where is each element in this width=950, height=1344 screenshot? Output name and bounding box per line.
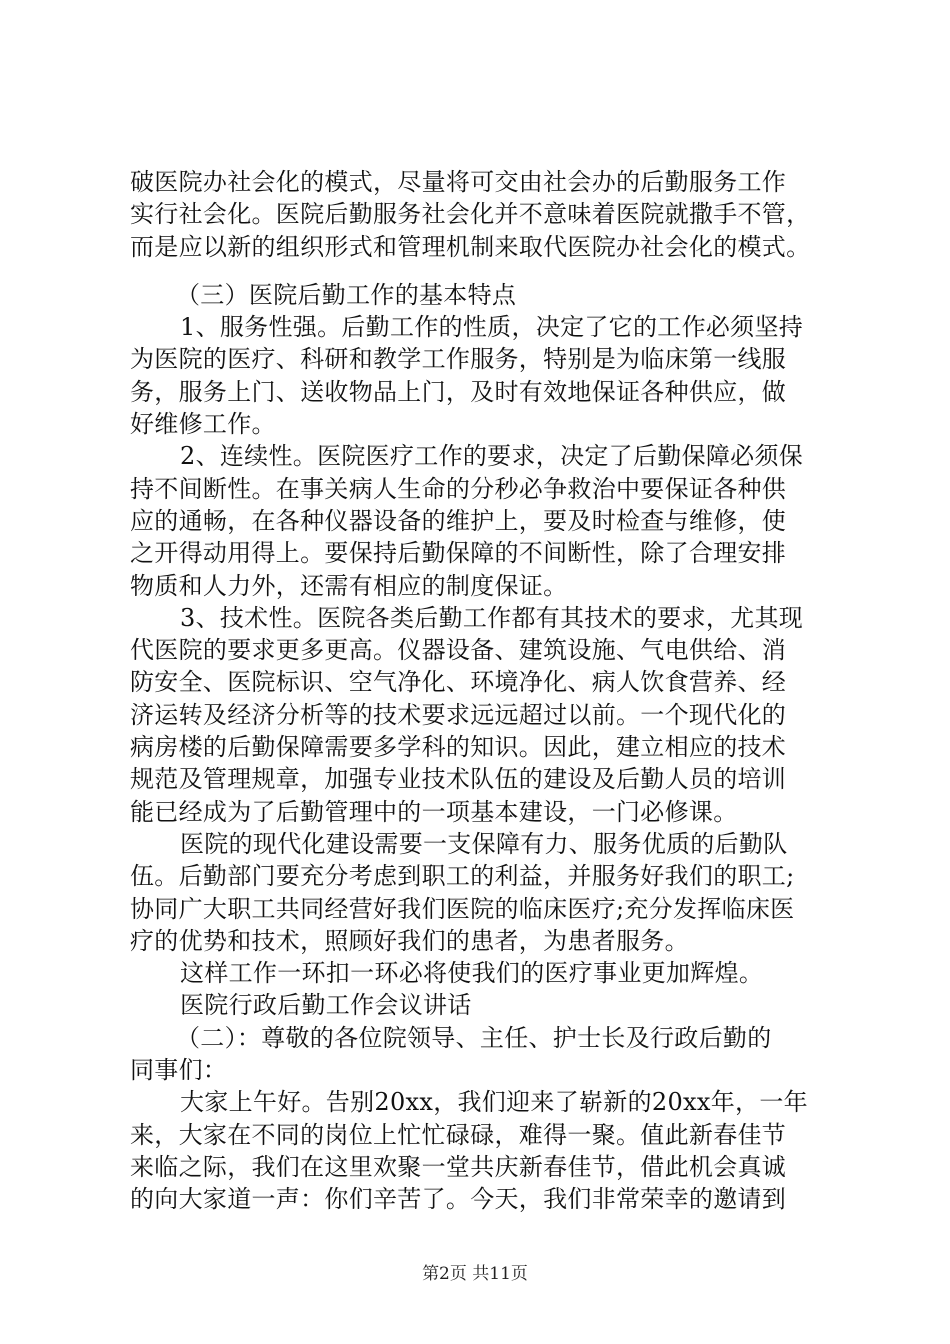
text-line: 医院的现代化建设需要一支保障有力、服务优质的后勤队 (180, 829, 788, 858)
text-line: 的向大家道一声：你们辛苦了。今天，我们非常荣幸的邀请到 (130, 1185, 787, 1214)
text-line: 伍。后勤部门要充分考虑到职工的利益，并服务好我们的职工; (130, 862, 795, 891)
text-line: 协同广大职工共同经营好我们医院的临床医疗;充分发挥临床医 (130, 894, 795, 923)
text-line: 这样工作一环扣一环必将使我们的医疗事业更加辉煌。 (180, 959, 764, 988)
text-line: 代医院的要求更多更高。仪器设备、建筑设施、气电供给、消 (130, 636, 787, 665)
text-line: 1、服务性强。后勤工作的性质，决定了它的工作必须坚持 (180, 313, 804, 342)
text-line: 病房楼的后勤保障需要多学科的知识。因此，建立相应的技术 (130, 733, 787, 762)
text-line: 医院行政后勤工作会议讲话 (180, 991, 472, 1020)
paragraph-gap (130, 263, 850, 279)
text-line: （二）：尊敬的各位院领导、主任、护士长及行政后勤的 (176, 1023, 772, 1052)
text-line: 3、技术性。医院各类后勤工作都有其技术的要求，尤其现 (180, 603, 804, 632)
text-line: 来临之际，我们在这里欢聚一堂共庆新春佳节，借此机会真诚 (130, 1152, 787, 1181)
text-line: 能已经成为了后勤管理中的一项基本建设，一门必修课。 (130, 797, 738, 826)
text-line: 2、连续性。医院医疗工作的要求，决定了后勤保障必须保 (180, 442, 804, 471)
text-line: 规范及管理规章，加强专业技术队伍的建设及后勤人员的培训 (130, 765, 787, 794)
text-line: 而是应以新的组织形式和管理机制来取代医院办社会化的模式。 (130, 232, 811, 261)
text-line: 来，大家在不同的岗位上忙忙碌碌，难得一聚。值此新春佳节 (130, 1120, 787, 1149)
text-line: 实行社会化。医院后勤服务社会化并不意味着医院就撒手不管， (130, 200, 811, 229)
section-heading: （三）医院后勤工作的基本特点 (176, 280, 517, 309)
text-line: 济运转及经济分析等的技术要求远远超过以前。一个现代化的 (130, 700, 787, 729)
text-line: 持不间断性。在事关病人生命的分秒必争救治中要保证各种供 (130, 474, 787, 503)
page-footer: 第2页 共11页 (422, 1264, 528, 1284)
text-line: 好维修工作。 (130, 410, 276, 439)
text-line: 务，服务上门、送收物品上门，及时有效地保证各种供应，做 (130, 377, 787, 406)
text-line: 应的通畅，在各种仪器设备的维护上，要及时检查与维修，使 (130, 506, 787, 535)
text-line: 防安全、医院标识、空气净化、环境净化、病人饮食营养、经 (130, 668, 787, 697)
text-line: 物质和人力外，还需有相应的制度保证。 (130, 571, 568, 600)
document-body (130, 166, 850, 1216)
text-line: 为医院的医疗、科研和教学工作服务，特别是为临床第一线服 (130, 345, 787, 374)
text-line: 疗的优势和技术，照顾好我们的患者，为患者服务。 (130, 926, 689, 955)
text-line: 之开得动用得上。要保持后勤保障的不间断性，除了合理安排 (130, 539, 787, 568)
text-line: 破医院办社会化的模式，尽量将可交由社会办的后勤服务工作 (130, 168, 787, 196)
text-line: 大家上午好。告别20xx，我们迎来了崭新的20xx年，一年 (180, 1088, 808, 1117)
text-line: 同事们： (130, 1056, 228, 1085)
